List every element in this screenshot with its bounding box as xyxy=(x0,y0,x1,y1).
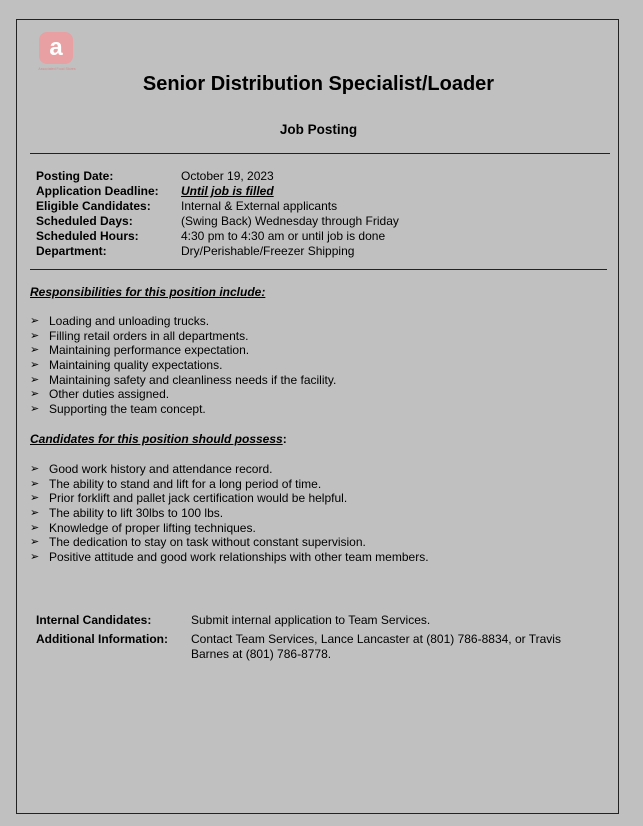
detail-row-scheduled-hours xyxy=(36,229,399,244)
list-item-text: Prior forklift and pallet jack certification would be helpful. xyxy=(49,491,348,506)
contact-section xyxy=(36,613,571,662)
list-item xyxy=(30,521,429,536)
contact-row-internal-candidates xyxy=(36,613,571,628)
list-item-text: Supporting the team concept. xyxy=(49,402,206,417)
arrow-bullet-icon: ➢ xyxy=(30,359,40,372)
contact-label: Internal Candidates: xyxy=(36,613,152,627)
list-item-text: Maintaining safety and cleanliness needs if the facility. xyxy=(49,372,337,387)
list-item xyxy=(30,329,336,344)
detail-value: October 19, 2023 xyxy=(181,169,274,183)
list-item-text: The dedication to stay on task without constant supervision. xyxy=(49,535,366,550)
divider-bottom xyxy=(30,269,607,270)
responsibilities-heading xyxy=(30,285,265,299)
list-item xyxy=(30,506,429,521)
page-title: Senior Distribution Specialist/Loader xyxy=(142,73,495,95)
detail-value: Until job is filled xyxy=(181,184,274,198)
detail-row-application-deadline xyxy=(36,184,399,199)
detail-row-posting-date xyxy=(36,169,399,184)
detail-label: Scheduled Hours: xyxy=(36,229,139,243)
contact-row-additional-information xyxy=(36,632,571,662)
list-item-text: Good work history and attendance record. xyxy=(49,462,273,476)
detail-value: Dry/Perishable/Freezer Shipping xyxy=(181,244,355,258)
responsibilities-list xyxy=(30,314,336,417)
list-item xyxy=(30,550,429,565)
logo-letter: a xyxy=(49,34,63,61)
job-posting-document xyxy=(16,19,619,814)
list-item-text: Maintaining performance expectation. xyxy=(49,343,250,358)
list-item-text: The ability to stand and lift for a long period of time. xyxy=(49,476,322,491)
list-item xyxy=(30,477,429,492)
arrow-bullet-icon: ➢ xyxy=(30,492,40,505)
detail-value: Internal & External applicants xyxy=(181,199,338,213)
arrow-bullet-icon: ➢ xyxy=(30,536,40,549)
list-item-text: Loading and unloading trucks. xyxy=(49,314,210,328)
list-item xyxy=(30,535,429,550)
arrow-bullet-icon: ➢ xyxy=(30,329,40,342)
arrow-bullet-icon: ➢ xyxy=(30,477,40,490)
contact-value: Submit internal application to Team Services. xyxy=(191,613,431,627)
list-item xyxy=(30,402,336,417)
arrow-bullet-icon: ➢ xyxy=(30,373,40,386)
candidates-heading-text: Candidates for this position should possess xyxy=(30,432,283,446)
list-item xyxy=(30,314,336,329)
arrow-bullet-icon: ➢ xyxy=(30,507,40,520)
arrow-bullet-icon: ➢ xyxy=(30,521,40,534)
detail-value: 4:30 pm to 4:30 am or until job is done xyxy=(181,229,386,243)
page-subtitle: Job Posting xyxy=(279,122,358,137)
candidates-heading xyxy=(30,432,287,446)
responsibilities-heading-text: Responsibilities for this position include: xyxy=(30,285,266,299)
arrow-bullet-icon: ➢ xyxy=(30,344,40,357)
company-logo xyxy=(39,32,73,64)
detail-label: Eligible Candidates: xyxy=(36,199,151,213)
divider-top xyxy=(30,153,610,154)
logo-caption: Associated Food Stores xyxy=(38,67,76,71)
arrow-bullet-icon: ➢ xyxy=(30,551,40,564)
detail-label: Application Deadline: xyxy=(36,184,159,198)
list-item-text: Positive attitude and good work relationships with other team members. xyxy=(49,550,429,565)
candidates-list xyxy=(30,462,429,565)
list-item xyxy=(30,373,336,388)
detail-label: Scheduled Days: xyxy=(36,214,133,228)
arrow-bullet-icon: ➢ xyxy=(30,463,40,475)
list-item-text: The ability to lift 30lbs to 100 lbs. xyxy=(49,506,224,521)
arrow-bullet-icon: ➢ xyxy=(30,315,40,327)
list-item xyxy=(30,387,336,402)
detail-row-scheduled-days xyxy=(36,214,399,229)
arrow-bullet-icon: ➢ xyxy=(30,403,40,416)
arrow-bullet-icon: ➢ xyxy=(30,388,40,401)
detail-row-department xyxy=(36,244,399,259)
candidates-heading-colon: : xyxy=(282,432,287,446)
detail-label: Department: xyxy=(36,244,107,258)
contact-value: Contact Team Services, Lance Lancaster at (801) 786-8834, or Travis Barnes at (801) 786-8778. xyxy=(191,632,561,661)
list-item-text: Knowledge of proper lifting techniques. xyxy=(49,520,256,535)
list-item-text: Maintaining quality expectations. xyxy=(49,358,223,373)
detail-row-eligible-candidates xyxy=(36,199,399,214)
detail-value: (Swing Back) Wednesday through Friday xyxy=(181,214,399,228)
contact-label: Additional Information: xyxy=(36,632,168,646)
list-item xyxy=(30,462,429,477)
list-item xyxy=(30,491,429,506)
posting-details xyxy=(36,169,399,259)
list-item xyxy=(30,343,336,358)
list-item-text: Filling retail orders in all departments. xyxy=(49,328,249,343)
list-item-text: Other duties assigned. xyxy=(49,387,170,402)
detail-label: Posting Date: xyxy=(36,169,114,183)
list-item xyxy=(30,358,336,373)
